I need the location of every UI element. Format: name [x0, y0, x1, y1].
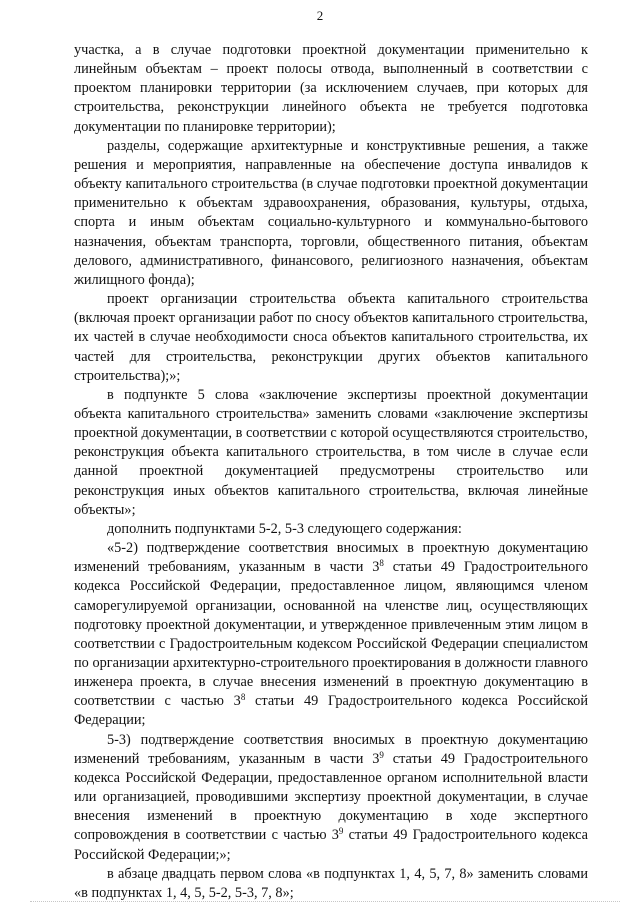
paragraph-p1: [74, 41, 588, 137]
superscript-index: 9: [379, 749, 384, 760]
paragraph-text: дополнить подпунктами 5-2, 5-3 следующего содержания:: [107, 520, 462, 537]
paragraph-text: статьи 49 Градостроительного кодекса Российской Федерации, предоставленное органом исполнительной власти или организацией, проводившими экспертизу проектной документации, в случае внесения изменений в проектную документацию в ходе экспертного сопровождения в соответствии с частью 3: [74, 750, 588, 844]
scan-edge-divider: [30, 901, 620, 903]
paragraph-text: проект организации строительства объекта капитального строительства (включая проект организации работ по сносу объектов капитального строительства, их частей в случае необходимости сноса объектов капитального строительства, их частей для строительства, реконструкции других объектов капитального строительства);»;: [74, 291, 588, 384]
paragraph-text: «5-2) подтверждение соответствия вносимых в проектную документацию изменений требованиям, указанным в части 3: [74, 540, 588, 576]
superscript-index: 8: [379, 558, 384, 569]
paragraph-p4: [74, 386, 588, 520]
paragraph-text: статьи 49 Градостроительного кодекса Российской Федерации;»;: [74, 827, 588, 863]
paragraph-text: разделы, содержащие архитектурные и конструктивные решения, а также решения и мероприятия, направленные на обеспечение доступа инвалидов к объекту капитального строительства (в случае подготовки проектной документации применительно к объектам здравоохранения, образования, культуры, отдыха, спорта и иным объектам социально-культурного и коммунально-бытового назначения, объектам транспорта, торговли, общественного питания, объектам делового, административного, финансового, религиозного назначения, объектам жилищного фонда);: [74, 137, 588, 288]
page-number: 2: [316, 8, 324, 23]
paragraph-text: статьи 49 Градостроительного кодекса Российской Федерации;: [74, 693, 588, 729]
paragraph-text: 5-3) подтверждение соответствия вносимых в проектную документацию изменений требованиям, указанным в части 3: [74, 731, 588, 767]
document-body: [74, 41, 588, 903]
paragraph-p5: [74, 520, 588, 539]
paragraph-p6: [74, 539, 588, 731]
paragraph-p8: [74, 865, 588, 903]
paragraph-text: в абзаце двадцать первом слова «в подпунктах 1, 4, 5, 7, 8» заменить словами «в подпунктах 1, 4, 5, 5-2, 5-3, 7, 8»;: [74, 865, 588, 901]
superscript-index: 9: [338, 826, 344, 837]
paragraph-text: в подпункте 5 слова «заключение экспертизы проектной документации объекта капитального строительства» заменить словами «заключение экспертизы проектной документации, в соответствии с которой осуществляются строительство, реконструкция объекта капитального строительства, в том числе в случае если данной проектной документацией предусмотрены строительство или реконструкция иных объектов капитального строительства, включая линейные объекты»;: [74, 386, 588, 518]
paragraph-p2: [74, 137, 588, 290]
paragraph-text: статьи 49 Градостроительного кодекса Российской Федерации, предоставленное лицом, являющимся членом саморегулируемой организации, основанной на членстве лиц, осуществляющих подготовку проектной документации, и утвержденное привлеченным этим лицом в соответствии с Градостроительным кодексом Российской Федерации специалистом по организации архитектурно-строительного проектирования в должности главного инженера проекта, в случае внесения изменений в проектную документацию в соответствии с частью 3: [74, 559, 588, 710]
paragraph-p7: [74, 731, 588, 865]
paragraph-text: участка, а в случае подготовки проектной документации применительно к линейным объектам – проект полосы отвода, выполненный в соответствии с проектом планировки территории (за исключением случаев, при которых для строительства, реконструкции линейного объекта не требуется подготовка документации по планировке территории);: [74, 42, 588, 135]
paragraph-p3: [74, 290, 588, 386]
superscript-index: 8: [240, 692, 246, 703]
